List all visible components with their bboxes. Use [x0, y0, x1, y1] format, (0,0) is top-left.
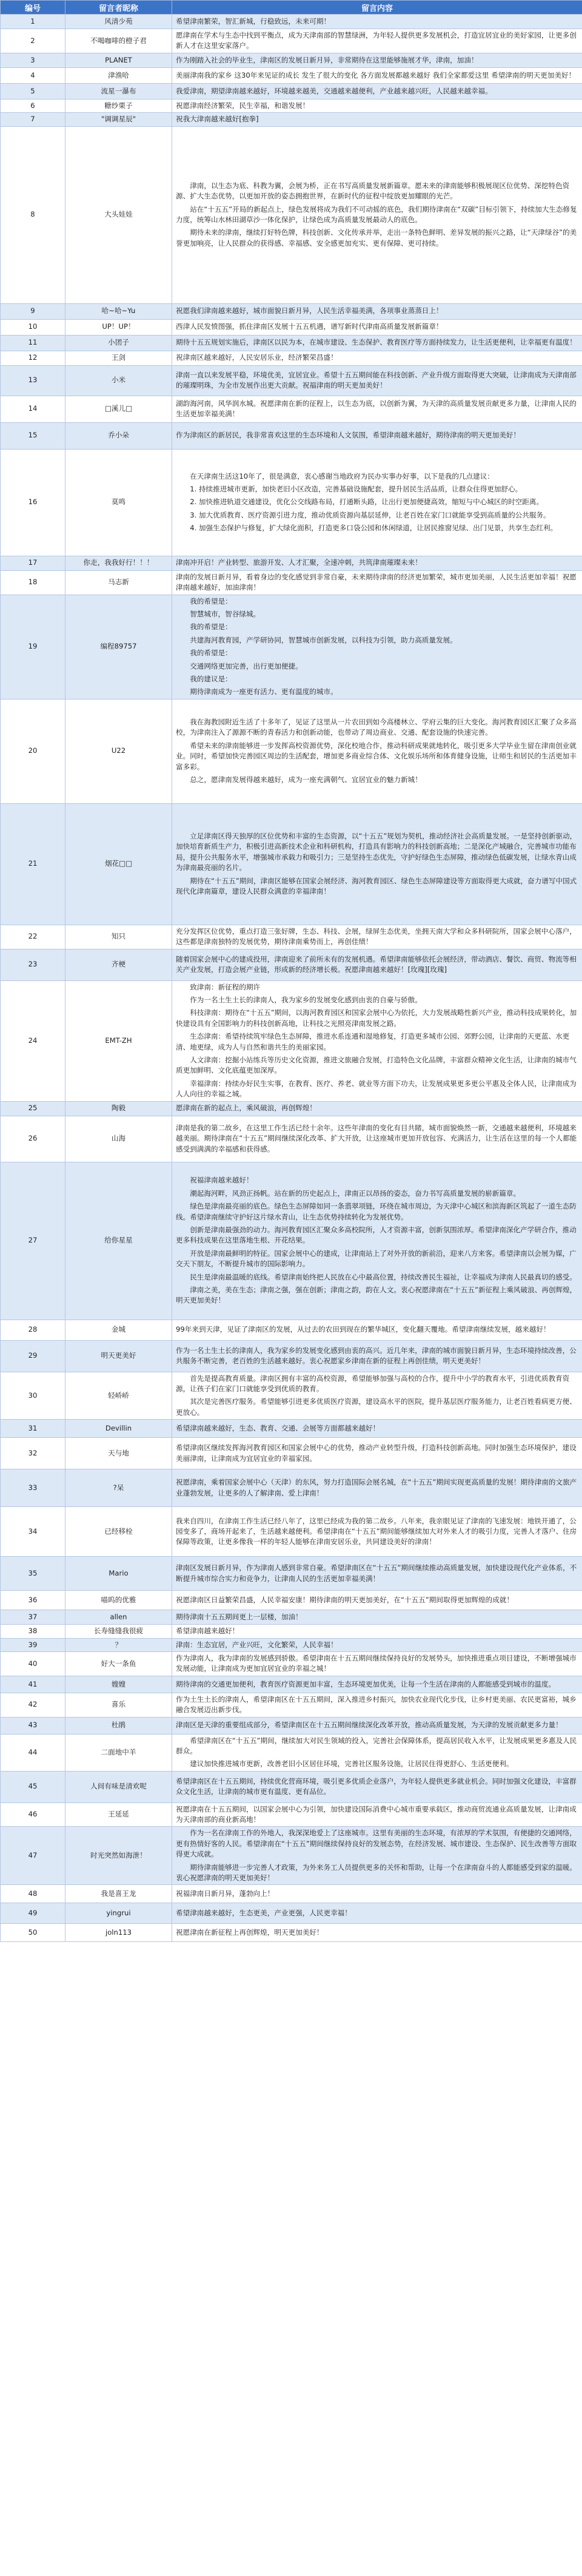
- message-paragraph: 总之，愿津南发展得越来越好，成为一座充满朝气、宜居宜业的魅力新城！: [190, 775, 422, 784]
- header-message: 留言内容: [172, 1, 582, 15]
- row-nickname: 你走，我我好行！！！: [65, 556, 172, 570]
- row-message: [172, 1438, 582, 1469]
- row-message: [172, 1693, 582, 1717]
- row-nickname: allen: [65, 1610, 172, 1625]
- table-row: [1, 1591, 582, 1610]
- message-paragraph: 作为津南人，我为津南的发展感到骄傲。希望津南在十五五期间继续保持良好的发展势头，加快推进重点项目建设，不断增强城市发展动能，让津南成为更加宜居宜业的幸福之城！: [176, 1653, 577, 1673]
- row-number: 5: [1, 83, 65, 99]
- row-number: 34: [1, 1507, 65, 1557]
- row-message: [172, 396, 582, 422]
- row-number: 22: [1, 925, 65, 949]
- row-nickname: 小米: [65, 365, 172, 396]
- row-number: 25: [1, 1101, 65, 1116]
- message-paragraph: 立足津南区得天独厚的区位优势和丰富的生态资源，以“十五五”规划为契机，推动经济社会高质量发展。一是坚持创新驱动，加快培育新质生产力，积极引进高新技术企业和科研机构，打造具有影响力的科技创新高地；二是深化产城融合，完善城市功能布局，提升公共服务水平，增强城市承载力和吸引力；三是坚持生态优先，守护好绿色生态屏障，推动绿色低碳发展，让绿水青山成为津南最亮丽的名片。: [176, 832, 577, 872]
- message-paragraph: 智慧城市，智谷绿城。: [190, 609, 261, 618]
- row-number: 27: [1, 1162, 65, 1320]
- row-nickname: U22: [65, 699, 172, 803]
- message-paragraph: 期待在“十五五”期间，津南区能够在国家会展经济、海河教育园区、绿色生态屏障建设等方面取得更大成就，奋力谱写中国式现代化津南篇章，建设人民群众满意的幸福津南！: [176, 876, 577, 895]
- row-number: 49: [1, 1903, 65, 1924]
- message-paragraph: 祝愿津南经济繁荣，民生幸福，和谐发展！: [176, 101, 310, 110]
- message-paragraph: 作为一名土生土长的津南人，我为家乡的发展变化感到由衷的高兴。近几年来，津南的城市面貌日新月异，生态环境持续改善，公共服务不断完善，老百姓的生活越来越好。衷心祝愿家乡津南在新的征程上再创佳绩，明天更美好！: [176, 1346, 577, 1366]
- table-row: [1, 449, 582, 556]
- message-paragraph: 作为津南区的新居民，我非常喜欢这里的生态环境和人文氛围，希望津南越来越好，期待津南的明天更加美好！: [176, 431, 521, 440]
- row-number: 32: [1, 1438, 65, 1469]
- message-paragraph: 我来自四川，在津南工作生活已经八年了，这里已经成为我的第二故乡。八年来，我亲眼见证了津南的飞速发展：地铁开通了，公园变多了，商场开起来了，生活越来越便利。希望津南在“十五五”期间能够继续加大对外来人才的吸引力度，完善人才落户、住房保障等政策，让更多像我一样的年轻人能够在津南安居乐业，共同建设美好的津南！: [176, 1516, 577, 1546]
- row-nickname: 津渔哈: [65, 67, 172, 83]
- row-message: [172, 67, 582, 83]
- row-number: 37: [1, 1610, 65, 1625]
- table-row: [1, 67, 582, 83]
- row-message: [172, 1651, 582, 1676]
- message-paragraph: 期待津南的交通更加便利，教育医疗资源更加丰富，生态环境更加优美，让每一个生活在津南的人都能感受到城市的温度。: [176, 1679, 556, 1688]
- table-row: [1, 1438, 582, 1469]
- row-nickname: 嫂嫂: [65, 1676, 172, 1693]
- row-nickname: 烟花□□: [65, 803, 172, 925]
- table-row: [1, 365, 582, 396]
- row-message: [172, 556, 582, 570]
- row-number: 4: [1, 67, 65, 83]
- row-message: [172, 303, 582, 319]
- row-number: 19: [1, 595, 65, 699]
- row-number: 47: [1, 1827, 65, 1885]
- table-row: [1, 335, 582, 351]
- message-paragraph: 津南之美，美在生态；津南之强，强在创新；津南之韵，韵在人文。衷心祝愿津南在“十五五”新征程上乘风破浪、再创辉煌，明天更加美好！: [176, 1285, 577, 1305]
- table-row: [1, 925, 582, 949]
- table-row: [1, 570, 582, 595]
- message-paragraph: 我在海教园附近生活了十多年了，见证了这里从一片农田到如今高楼林立、学府云集的巨大变化。海河教育园区汇聚了众多高校，为津南注入了源源不断的青春活力和创新动能，也带动了周边商业、交通、配套设施的快速完善。: [176, 718, 577, 737]
- table-row: [1, 1924, 582, 1942]
- row-message: [172, 1924, 582, 1942]
- row-number: 18: [1, 570, 65, 595]
- row-number: 2: [1, 29, 65, 53]
- row-message: [172, 595, 582, 699]
- message-paragraph: 祝福津南越来越好！: [190, 1176, 253, 1185]
- message-paragraph: 祝我大津南越来越好[抱拳]: [176, 115, 259, 124]
- row-nickname: 大头娃娃: [65, 126, 172, 303]
- row-message: [172, 335, 582, 351]
- message-paragraph: 首先是提高教育质量。津南区拥有丰富的高校资源，希望能够加强与高校的合作，提升中小学的教育水平，引进优质教育资源，让孩子们在家门口就能享受到优质的教育。: [176, 1374, 570, 1393]
- table-row: [1, 99, 582, 112]
- message-paragraph: 开放是津南最鲜明的特征。国家会展中心的建成，让津南站上了对外开放的新前沿，迎来八方来客。希望津南以会展为媒，广交天下朋友，不断提升城市的国际影响力。: [176, 1249, 577, 1269]
- header-number: 编号: [1, 1, 65, 15]
- row-number: 42: [1, 1693, 65, 1717]
- table-row: [1, 1372, 582, 1420]
- message-paragraph: 期待未来的津南，继续打好特色牌，科技创新、文化传承并举，走出一条特色鲜明、差异发展的振兴之路，让“天津绿谷”的美誉更加响亮，让人民群众的获得感、幸福感、安全感更加充实、更有保障、更可持续。: [176, 228, 577, 248]
- message-paragraph: 人文津南：挖掘小站练兵等历史文化资源，推进文旅融合发展，打造特色文化品牌，丰富群众精神文化生活，让津南的城市气质更加鲜明、文化底蕴更加深厚。: [176, 1056, 577, 1075]
- message-paragraph: 祝愿津南在十五五期间，以国家会展中心为引领，加快建设国际消费中心城市重要承载区，推动商贸流通业高质量发展，让津南成为天津南部的商业新高地！: [176, 1804, 577, 1824]
- row-nickname: □溪儿□: [65, 396, 172, 422]
- message-paragraph: 西津人民发愤图强，抓住津南区发展十五五机遇，谱写新时代津南高质量发展新篇章！: [176, 322, 443, 331]
- table-row: [1, 595, 582, 699]
- row-number: 26: [1, 1116, 65, 1162]
- table-row: [1, 303, 582, 319]
- row-message: [172, 319, 582, 335]
- row-message: [172, 1469, 582, 1507]
- table-row: [1, 699, 582, 803]
- table-row: [1, 1903, 582, 1924]
- message-paragraph: 3. 加大优质教育、医疗资源引进力度，推动优质资源向基层延伸，让老百姓在家门口就能享受到高质量的公共服务。: [190, 510, 550, 519]
- row-number: 50: [1, 1924, 65, 1942]
- row-number: 8: [1, 126, 65, 303]
- message-paragraph: 津南是我的第二故乡，在这里工作生活已经十余年。这些年津南的变化有目共睹，城市面貌焕然一新，交通越来越便利，环境越来越美丽。期待津南在“十五五”期间继续深化改革、扩大开放，让这座城市更加开放包容、充满活力，让生活在这里的每一个人都能感受到满满的幸福感和获得感。: [176, 1124, 577, 1153]
- row-message: [172, 1885, 582, 1903]
- row-nickname: 风清少苑: [65, 15, 172, 29]
- row-nickname: PLANET: [65, 53, 172, 67]
- message-paragraph: 希望津南越来越好，生态、教育、交通、会展等方面都越来越好！: [176, 1423, 380, 1432]
- message-paragraph: 津南一直以来发展平稳，环境优美，宜居宜业。希望十五五期间能在科技创新、产业升级方面取得更大突破，让津南成为天津南部的璀璨明珠，为全市发展作出更大贡献。祝福津南的明天更加美好！: [176, 370, 577, 390]
- table-row: [1, 1420, 582, 1438]
- message-paragraph: 创新是津南最强劲的动力。海河教育园区汇聚众多高校院所，人才资源丰富，创新氛围浓厚。希望津南深化产学研合作，推动更多科技成果在这里落地生根、开花结果。: [176, 1226, 577, 1245]
- row-nickname: 哈~哈~Yu: [65, 303, 172, 319]
- row-nickname: 长寿缝缝我很疲: [65, 1625, 172, 1638]
- row-nickname: 马志新: [65, 570, 172, 595]
- message-paragraph: 生态津南：希望持续筑牢绿色生态屏障，推进水系连通和湿地修复，打造更多城市公园、郊野公园，让津南的天更蓝、水更清、地更绿，成为人与自然和谐共生的美丽家园。: [176, 1032, 570, 1051]
- message-paragraph: 站在“十五五”开局的新起点上，绿色发展将成为我们不可动摇的底色，我们期待津南在“双碳”目标引领下，持续加大生态修复力度，统筹山水林田湖草沙一体化保护，让绿色成为高质量发展最动人的底色。: [176, 204, 577, 224]
- table-row: [1, 319, 582, 335]
- message-paragraph: 民生是津南最温暖的底线。希望津南始终把人民放在心中最高位置，持续改善民生福祉，让幸福成为津南人民最真切的感受。: [190, 1272, 577, 1281]
- message-paragraph: 津南的发展日新月异，看着身边的变化感觉到非常自豪，未来期待津南的经济更加繁荣，城市更加美丽，人民生活更加幸福！祝愿津南越来越好，加油津南！: [176, 572, 577, 592]
- row-nickname: 糖纱栗子: [65, 99, 172, 112]
- row-nickname: 喜乐: [65, 1693, 172, 1717]
- row-nickname: 轻峤峤: [65, 1372, 172, 1420]
- message-paragraph: 祝愿津南在新征程上再创辉煌，明天更加美好！: [176, 1928, 324, 1937]
- row-number: 21: [1, 803, 65, 925]
- row-message: [172, 1101, 582, 1116]
- message-paragraph: 4. 加强生态保护与修复，扩大绿化面积，打造更多口袋公园和休闲绿道，让居民推窗见绿、出门见景，共享生态红利。: [190, 524, 558, 533]
- row-number: 41: [1, 1676, 65, 1693]
- row-nickname: 好大一条鱼: [65, 1651, 172, 1676]
- message-paragraph: 希望未来的津南能够进一步发挥高校资源优势，深化校地合作，推动科研成果就地转化，吸引更多大学毕业生留在津南创业就业。同时，希望加快完善园区周边的生活配套，增加更多商业综合体、文化娱乐场所和体育健身设施，让师生和居民的生活更加丰富多彩。: [176, 741, 577, 771]
- row-message: [172, 1625, 582, 1638]
- row-number: 33: [1, 1469, 65, 1507]
- row-nickname: 我是喜王龙: [65, 1885, 172, 1903]
- row-number: 7: [1, 113, 65, 126]
- row-number: 36: [1, 1591, 65, 1610]
- row-number: 43: [1, 1717, 65, 1734]
- row-nickname: Mario: [65, 1557, 172, 1591]
- row-message: [172, 980, 582, 1101]
- row-nickname: 人间有味是清欢呢: [65, 1771, 172, 1802]
- table-row: [1, 1625, 582, 1638]
- message-paragraph: 科技津南：期待在“十五五”期间，以海河教育园区和国家会展中心为依托，大力发展战略性新兴产业，推动科技成果转化，加快建设具有全国影响力的科技创新高地，让科技之光照亮津南发展之路。: [176, 1008, 577, 1028]
- row-number: 48: [1, 1885, 65, 1903]
- row-number: 23: [1, 949, 65, 980]
- message-paragraph: 幸福津南：持续办好民生实事，在教育、医疗、养老、就业等方面下功夫，让发展成果更多更公平惠及全体人民，让津南成为人人向往的幸福之城。: [176, 1079, 577, 1099]
- row-nickname: 小团子: [65, 335, 172, 351]
- message-paragraph: 湖韵海河南，风华润水城。祝愿津南在新的征程上，以生态为底，以创新为翼，为天津的高质量发展贡献更多力量，让津南人民的生活更加幸福美满！: [176, 399, 577, 419]
- row-message: [172, 29, 582, 53]
- message-paragraph: 津南冲开启！产业转型、旅游开发、人才汇聚，全速冲刺，共筑津南璀璨未来！: [176, 558, 422, 567]
- row-nickname: 明天更美好: [65, 1340, 172, 1372]
- row-nickname: ?呆: [65, 1469, 172, 1507]
- row-number: 16: [1, 449, 65, 556]
- row-message: [172, 449, 582, 556]
- table-row: [1, 422, 582, 449]
- row-message: [172, 1591, 582, 1610]
- row-message: [172, 949, 582, 980]
- row-message: [172, 126, 582, 303]
- row-nickname: 王延延: [65, 1802, 172, 1827]
- row-message: [172, 15, 582, 29]
- table-row: [1, 1693, 582, 1717]
- message-paragraph: 我爱津南，期望津南越来越好，环境越来越美，交通越来越便利，产业越来越兴旺，人民越来越幸福。: [176, 86, 492, 95]
- table-row: [1, 1320, 582, 1340]
- row-number: 11: [1, 335, 65, 351]
- table-row: [1, 1469, 582, 1507]
- message-paragraph: 美丽津南我的家乡 这30年来见证的成长 发生了很大的变化 各方面发展都越来越好 我们全家都爱这里 希望津南的明天更加美好！: [176, 70, 576, 79]
- table-row: [1, 1885, 582, 1903]
- row-number: 24: [1, 980, 65, 1101]
- row-message: [172, 1557, 582, 1591]
- message-paragraph: 充分发挥区位优势，重点打造三张好牌，生态、科技、会展，绿屏生态优美，坐拥天南大学和众多科研院所，国家会展中心落户，这些都是津南独特的发展优势，期待津南乘势而上，再创佳绩！: [176, 926, 577, 946]
- row-number: 40: [1, 1651, 65, 1676]
- table-row: [1, 980, 582, 1101]
- table-row: [1, 351, 582, 365]
- row-nickname: 乔小朵: [65, 422, 172, 449]
- row-number: 9: [1, 303, 65, 319]
- table-row: [1, 1638, 582, 1651]
- row-message: [172, 351, 582, 365]
- row-nickname: joln113: [65, 1924, 172, 1942]
- message-paragraph: 2. 加快推进轨道交通建设，优化公交线路布局，打通断头路，让出行更加便捷高效，缩短与中心城区的时空距离。: [190, 497, 544, 507]
- table-row: [1, 1802, 582, 1827]
- row-message: [172, 53, 582, 67]
- row-message: [172, 1610, 582, 1625]
- table-row: [1, 1557, 582, 1591]
- row-message: [172, 1903, 582, 1924]
- message-paragraph: 祝愿津南，乘着国家会展中心（天津）的东风，努力打造国际会展名城，在“十五五”期间实现更高质量的发展！期待津南的文旅产业蓬勃发展，让更多的人了解津南、爱上津南！: [176, 1478, 577, 1497]
- row-nickname: 知只: [65, 925, 172, 949]
- row-nickname: 天与地: [65, 1438, 172, 1469]
- message-paragraph: 津南区发展日新月异，作为津南人感到非常自豪。希望津南区在“十五五”期间继续推动高质量发展，加快建设现代化产业体系，不断提升城市综合实力和竞争力，让津南人民的生活更加幸福美满！: [176, 1563, 577, 1583]
- table-row: [1, 396, 582, 422]
- message-paragraph: 希望津南越来越好！: [176, 1627, 239, 1636]
- table-row: [1, 29, 582, 53]
- message-paragraph: 期待津南能够进一步完善人才政策，为外来务工人员提供更多的关怀和帮助，让每一个在津南奋斗的人都能感受到家的温暖。衷心祝愿津南的明天更加美好！: [176, 1863, 577, 1883]
- row-message: [172, 1162, 582, 1320]
- row-message: [172, 1717, 582, 1734]
- table-row: [1, 15, 582, 29]
- message-paragraph: 期待津南成为一座更有活力、更有温度的城市。: [190, 687, 338, 696]
- row-number: 20: [1, 699, 65, 803]
- message-paragraph: 99年来到天津，见证了津南区的发展，从过去的农田到现在的繁华城区，变化翻天覆地。希望津南继续发展，越来越好！: [176, 1325, 550, 1334]
- message-paragraph: 作为一名土生土长的津南人，我为家乡的发展变化感到由衷的自豪与骄傲。: [190, 996, 422, 1005]
- message-paragraph: 希望津南区在十五五期间，持续优化营商环境，吸引更多优质企业落户，为年轻人提供更多就业机会。同时加强文化建设，丰富群众文化生活，让津南的城市更有温度、更有品位。: [176, 1776, 577, 1796]
- row-nickname: 齐梗: [65, 949, 172, 980]
- message-paragraph: 期待十五五规划实施后，津南区以民为本，在城市建设、生态保护、教育医疗等方面持续发力，让生活更便利，让幸福更有温度！: [176, 338, 577, 347]
- message-paragraph: 我的希望是：: [190, 622, 232, 632]
- table-row: [1, 1162, 582, 1320]
- row-number: 14: [1, 396, 65, 422]
- message-paragraph: 其次是完善医疗服务。希望能够引进更多优质医疗资源，建设高水平的医院，提升基层医疗服务能力，让老百姓看病更方便、更放心。: [176, 1397, 577, 1417]
- row-number: 45: [1, 1771, 65, 1802]
- row-message: [172, 803, 582, 925]
- row-nickname: 莫鸣: [65, 449, 172, 556]
- row-message: [172, 1771, 582, 1802]
- row-message: [172, 1420, 582, 1438]
- table-row: [1, 1734, 582, 1771]
- table-row: [1, 83, 582, 99]
- message-paragraph: 交通网络更加完善，出行更加便捷。: [190, 661, 303, 670]
- table-row: [1, 803, 582, 925]
- row-number: 10: [1, 319, 65, 335]
- message-paragraph: 津南，以生态为底、科教为翼，会展为桥，正在书写高质量发展新篇章。愿未来的津南能够积极展现区位优势、深挖特色资源、扩大生态优势，以更加开放的姿态拥抱世界，在新时代的征程中绽放更加耀眼的光芒。: [176, 181, 570, 201]
- message-paragraph: 绿色是津南最亮丽的底色。绿色生态屏障如同一条翡翠项链，环绕在城市周边，为天津中心城区和滨海新区筑起了一道生态防线。希望津南继续守护好这片绿水青山，让生态优势持续转化为发展优势。: [176, 1202, 577, 1221]
- message-paragraph: 希望津南繁荣，智汇新城，行稳致远，未来可期！: [176, 16, 331, 25]
- table-row: [1, 1507, 582, 1557]
- message-paragraph: 我的建议是：: [190, 674, 232, 683]
- table-row: [1, 1717, 582, 1734]
- row-number: 12: [1, 351, 65, 365]
- row-number: 3: [1, 53, 65, 67]
- row-number: 1: [1, 15, 65, 29]
- row-nickname: "调调星辰": [65, 113, 172, 126]
- row-message: [172, 1372, 582, 1420]
- row-number: 44: [1, 1734, 65, 1771]
- row-message: [172, 1827, 582, 1885]
- row-number: 28: [1, 1320, 65, 1340]
- message-paragraph: 祝津南区越来越好，人民安居乐业，经济繁荣昌盛！: [176, 353, 338, 362]
- row-nickname: yingrui: [65, 1903, 172, 1924]
- row-nickname: 杜鹃: [65, 1717, 172, 1734]
- message-paragraph: 愿津南在学术与生态中找到平衡点，成为天津南部的智慧绿洲，为年轻人提供更多发展机会，打造宜居宜业的美好家园，让更多创新人才在这里安家落户。: [176, 31, 577, 50]
- message-paragraph: 我的希望是：: [190, 649, 232, 658]
- row-number: 30: [1, 1372, 65, 1420]
- row-nickname: 流星一瀑布: [65, 83, 172, 99]
- message-paragraph: 津南：生态宜居，产业兴旺，文化繁荣，人民幸福！: [176, 1640, 338, 1649]
- table-row: [1, 1827, 582, 1885]
- table-row: [1, 949, 582, 980]
- row-nickname: 不喝咖啡的橙子君: [65, 29, 172, 53]
- row-message: [172, 113, 582, 126]
- row-nickname: UP！UP！: [65, 319, 172, 335]
- row-message: [172, 1638, 582, 1651]
- table-row: [1, 556, 582, 570]
- message-paragraph: 我的希望是：: [190, 596, 232, 605]
- table-row: [1, 1101, 582, 1116]
- row-nickname: 山海: [65, 1116, 172, 1162]
- row-number: 38: [1, 1625, 65, 1638]
- row-message: [172, 1340, 582, 1372]
- row-nickname: 已经移栓: [65, 1507, 172, 1557]
- message-paragraph: 希望津南区在“十五五”期间，继续加大对民生领域的投入，完善社会保障体系，提高居民收入水平，让发展成果更多惠及人民群众。: [176, 1736, 577, 1755]
- row-message: [172, 422, 582, 449]
- row-nickname: 喵呜的优雅: [65, 1591, 172, 1610]
- row-message: [172, 699, 582, 803]
- header-nickname: 留言者昵称: [65, 1, 172, 15]
- message-paragraph: 津南区是天津的重要组成部分，希望津南区在十五五期间继续深化改革开放，推动高质量发展，为天津的发展贡献更多力量！: [176, 1721, 563, 1730]
- row-nickname: Devillin: [65, 1420, 172, 1438]
- row-nickname: 王剑: [65, 351, 172, 365]
- message-paragraph: 潮起海河畔，风劲正扬帆。站在新的历史起点上，津南正以昂扬的姿态，奋力书写高质量发展的崭新篇章。: [190, 1189, 521, 1198]
- row-nickname: 编程89757: [65, 595, 172, 699]
- table-row: [1, 1771, 582, 1802]
- row-number: 35: [1, 1557, 65, 1591]
- table-body: [1, 15, 582, 1942]
- message-paragraph: 祝福津南日新月异，蓬勃向上！: [176, 1889, 275, 1898]
- message-paragraph: 建议加快推进城市更新，改善老旧小区居住环境，完善社区服务设施，让居民住得更舒心、生活更便利。: [190, 1759, 513, 1768]
- table-row: [1, 1340, 582, 1372]
- row-number: 29: [1, 1340, 65, 1372]
- row-number: 39: [1, 1638, 65, 1651]
- row-number: 31: [1, 1420, 65, 1438]
- row-number: 15: [1, 422, 65, 449]
- row-nickname: 金城: [65, 1320, 172, 1340]
- table-header: [1, 1, 582, 15]
- row-number: 46: [1, 1802, 65, 1827]
- row-message: [172, 570, 582, 595]
- table-row: [1, 1116, 582, 1162]
- message-paragraph: 愿津南在新的起点上，乘风破浪，再创辉煌！: [176, 1104, 316, 1113]
- row-nickname: EMT-ZH: [65, 980, 172, 1101]
- row-nickname: 给你星星: [65, 1162, 172, 1320]
- row-nickname: 时光突然如海泄！: [65, 1827, 172, 1885]
- row-message: [172, 83, 582, 99]
- table-row: [1, 1610, 582, 1625]
- row-message: [172, 1116, 582, 1162]
- message-paragraph: 祝愿津南区日益繁荣昌盛，人民幸福安康！期待津南的明天更加美好，在“十五五”期间取得更加辉煌的成就！: [176, 1595, 513, 1604]
- table-row: [1, 113, 582, 126]
- message-paragraph: 致津南：新征程的期许: [190, 982, 261, 991]
- row-message: [172, 1734, 582, 1771]
- row-nickname: 二面地中羊: [65, 1734, 172, 1771]
- message-paragraph: 在天津南生活这10年了，很是满意，衷心感谢当地政府为民办实事办好事，以下是我的几点建议：: [190, 471, 494, 480]
- table-row: [1, 1676, 582, 1693]
- message-paragraph: 希望津南越来越好，生态更美，产业更强，人民更幸福！: [176, 1909, 352, 1918]
- row-nickname: 陶毅: [65, 1101, 172, 1116]
- row-number: 13: [1, 365, 65, 396]
- message-paragraph: 期待津南十五五期间更上一层楼，加油！: [176, 1612, 303, 1621]
- table-row: [1, 126, 582, 303]
- message-paragraph: 作为一名在津南工作的外地人，我深深地爱上了这座城市。这里有美丽的生态环境，有浓厚的学术氛围，有便捷的交通网络，更有热情好客的人民。希望津南在“十五五”期间继续保持良好的发展态势，在经济发展、城市建设、生态保护、民生改善等方面取得更大成就。: [176, 1829, 577, 1859]
- message-paragraph: 作为刚踏入社会的毕业生，津南区的发展日新月异，非常期待在这里能够施展才华，津南，加油！: [176, 55, 478, 64]
- message-paragraph: 希望津南区继续发挥海河教育园区和国家会展中心的优势，推动产业转型升级，打造科技创新高地。同时加强生态环境保护，建设美丽津南，让津南成为宜居宜业的幸福家园。: [176, 1443, 577, 1463]
- row-message: [172, 1320, 582, 1340]
- row-number: 6: [1, 99, 65, 112]
- message-paragraph: 作为土生土长的津南人，希望津南区在十五五期间，深入推进乡村振兴，加快农业现代化步伐，让乡村更美丽、农民更富裕，城乡融合发展迈出新步伐。: [176, 1694, 577, 1715]
- table-row: [1, 53, 582, 67]
- row-message: [172, 1802, 582, 1827]
- message-paragraph: 随着国家会展中心的建成投用，津南迎来了前所未有的发展机遇。希望津南能够依托会展经济，带动酒店、餐饮、商贸、物流等相关产业发展，打造会展产业链，形成新的经济增长极。祝愿津南越来越好！[玫瑰][玫瑰]: [176, 954, 577, 974]
- row-message: [172, 1507, 582, 1557]
- row-message: [172, 99, 582, 112]
- table-row: [1, 1651, 582, 1676]
- row-message: [172, 1676, 582, 1693]
- row-number: 17: [1, 556, 65, 570]
- message-paragraph: 祝愿我们津南越来越好，城市面貌日新月异，人民生活幸福美满，各项事业蒸蒸日上！: [176, 306, 443, 315]
- row-message: [172, 925, 582, 949]
- message-paragraph: 1. 持续推进城市更新，加快老旧小区改造，完善基础设施配套，提升居民生活品质，让群众住得更加舒心。: [190, 484, 523, 493]
- row-nickname: ？: [65, 1638, 172, 1651]
- message-paragraph: 共建海河教育园，产学研协同，智慧城市创新发展，以科技为引领，助力高质量发展。: [190, 635, 457, 644]
- row-message: [172, 365, 582, 396]
